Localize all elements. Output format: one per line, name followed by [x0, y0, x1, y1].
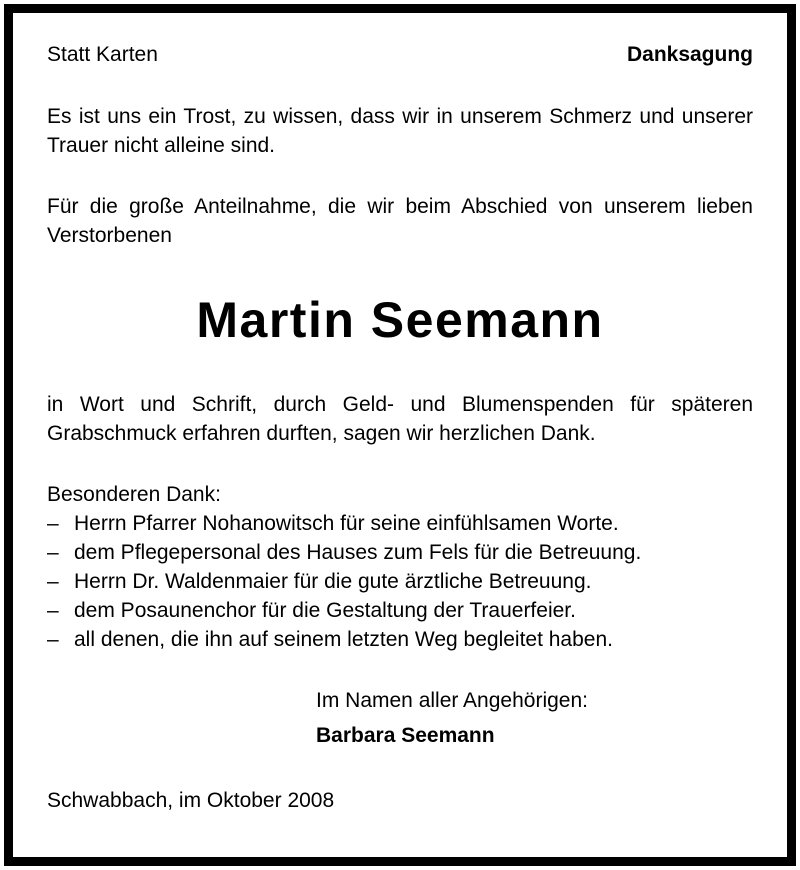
expressions-paragraph: in Wort und Schrift, durch Geld- und Blumenspenden für späteren Grabschmuck erfahren durften, sagen wir herzlichen Dank. — [47, 393, 753, 445]
list-item-text: Herrn Dr. Waldenmaier für die gute ärztliche Betreuung. — [74, 570, 592, 593]
obituary-notice — [47, 40, 753, 815]
deceased-name: Martin Seemann — [196, 292, 604, 348]
list-item — [47, 567, 753, 596]
list-item-text: Herrn Pfarrer Nohanowitsch für seine einfühlsamen Worte. — [74, 512, 619, 535]
on-behalf-line: Im Namen aller Angehörigen: — [316, 689, 588, 712]
list-item-text: all denen, die ihn auf seinem letzten Weg begleitet haben. — [74, 628, 613, 651]
intro-paragraph: Es ist uns ein Trost, zu wissen, dass wir in unserem Schmerz und unserer Trauer nicht alleine sind. — [47, 105, 753, 157]
place-and-date: Schwabbach, im Oktober 2008 — [47, 789, 335, 812]
list-item — [47, 538, 753, 567]
special-thanks-heading: Besonderen Dank: — [47, 483, 221, 506]
list-item — [47, 625, 753, 654]
signatory-name: Barbara Seemann — [316, 724, 495, 747]
list-item-text: dem Pflegepersonal des Hauses zum Fels für die Betreuung. — [74, 541, 642, 564]
list-item — [47, 509, 753, 538]
dash-bullet: – — [47, 628, 59, 651]
dash-bullet: – — [47, 541, 59, 564]
dash-bullet: – — [47, 599, 59, 622]
list-item-text: dem Posaunenchor für die Gestaltung der Trauerfeier. — [74, 599, 576, 622]
special-thanks-list — [47, 509, 753, 654]
list-item — [47, 596, 753, 625]
statt-karten-label: Statt Karten — [47, 43, 158, 66]
danksagung-title: Danksagung — [626, 43, 753, 66]
notice-header — [47, 40, 753, 69]
sympathy-paragraph: Für die große Anteilnahme, die wir beim Abschied von unserem lieben Verstorbenen — [47, 195, 753, 247]
dash-bullet: – — [47, 512, 59, 535]
signature-block — [316, 686, 753, 750]
dash-bullet: – — [47, 570, 59, 593]
